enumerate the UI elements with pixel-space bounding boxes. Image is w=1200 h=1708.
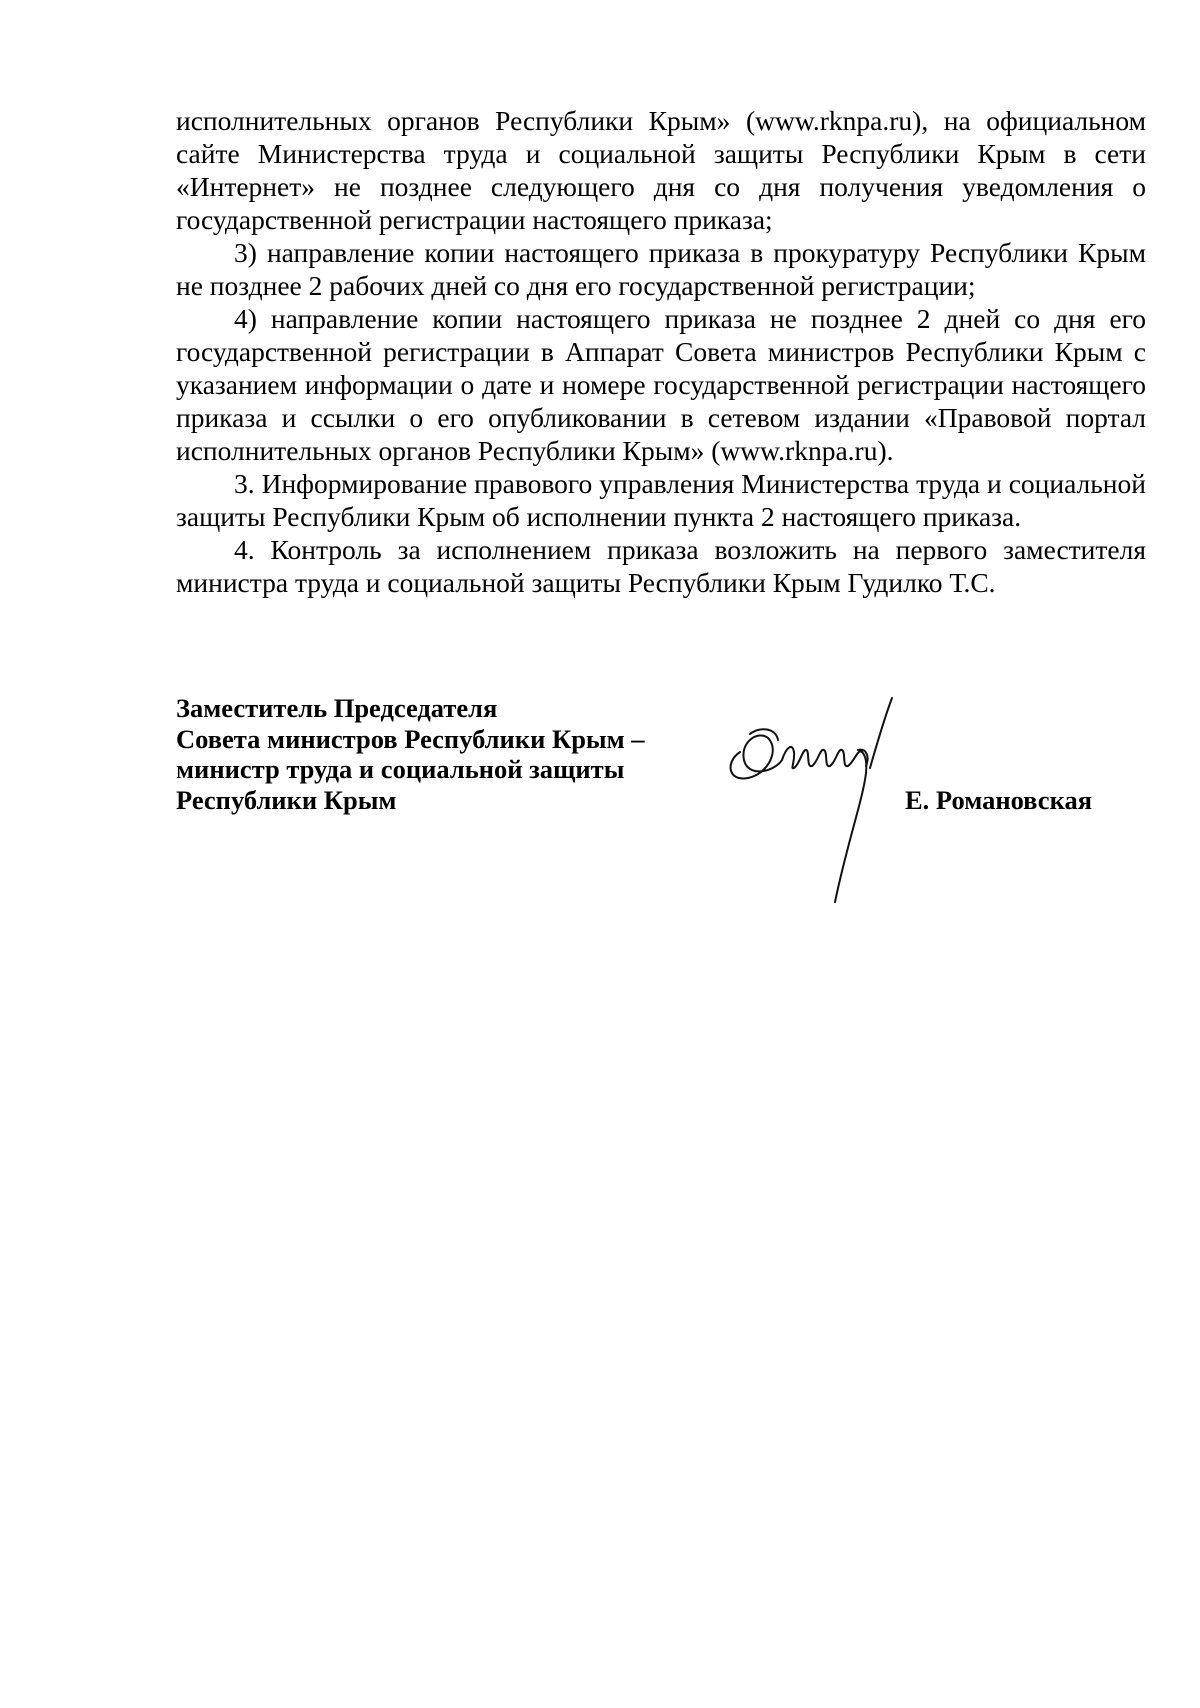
signatory-title-line: Республики Крым bbox=[176, 784, 397, 815]
signatory-title-block bbox=[176, 693, 696, 815]
paragraph-point-4-control: 4. Контроль за исполнением приказа возложить на первого заместителя министра труда и социальной защиты Республики Крым Гудилко Т.С. bbox=[176, 534, 1146, 598]
signatory-title-line: Заместитель Председателя bbox=[176, 693, 498, 723]
paragraph-item-4-council-apparatus: 4) направление копии настоящего приказа не позднее 2 дней со дня его государственной регистрации в Аппарат Совета министров Республики Крым с указанием информации о дате и номере государственной регистрации настоящего приказа и ссылки о его опубликовании в сетевом издании «Правовой портал исполнительных органов Республики Крым» (www.rknpa.ru). bbox=[176, 303, 1146, 466]
paragraph-item-3-prosecutor: 3) направление копии настоящего приказа в прокуратуру Республики Крым не позднее 2 рабочих дней со дня его государственной регистрации; bbox=[176, 237, 1146, 301]
signatory-name: Е. Романовская bbox=[905, 785, 1093, 815]
paragraph-continuation: исполнительных органов Республики Крым» (www.rknpa.ru), на официальном сайте Министерства труда и социальной защиты Республики Крым в сети «Интернет» не позднее следующего дня со дня получения уведомления о государственной регистрации настоящего приказа; bbox=[176, 105, 1146, 235]
signatory-title-line: Совета министров Республики Крым – bbox=[176, 723, 645, 754]
signatory-title-line: министр труда и социальной защиты bbox=[176, 754, 625, 784]
paragraph-point-3-informing: 3. Информирование правового управления Министерства труда и социальной защиты Республики Крым об исполнении пункта 2 настоящего приказа. bbox=[176, 468, 1146, 532]
document-body bbox=[176, 104, 1146, 599]
